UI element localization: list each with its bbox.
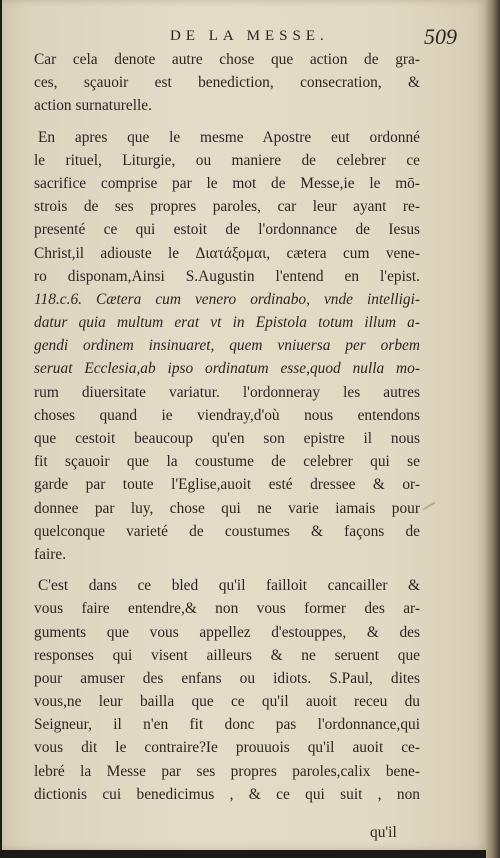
text-line: 118.c.6. Cætera cum venero ordinabo, vnde intelligi- — [34, 290, 420, 308]
text-line: Seigneur, il n'en fit donc pas l'ordonnance,qui — [34, 716, 420, 734]
text-line: datur quia multum erat vt in Epistola totum illum a- — [34, 314, 420, 332]
book-page — [2, 0, 486, 850]
running-head — [2, 4, 486, 49]
text-line: vous dit le contraire?Ie prouuois qu'il auoit ce- — [34, 739, 420, 757]
page-mark — [422, 502, 435, 511]
text-line: ces, sçauoir est benediction, consecration, & — [34, 74, 420, 92]
text-line: lebré la Messe par ses propres paroles,calix bene- — [34, 762, 420, 780]
page-number: 509 — [424, 24, 457, 49]
text-line: vous faire entendre,& non vous former des ar- — [34, 600, 420, 618]
text-line: ro disponam,Ainsi S.Augustin l'entend en l'epist. — [34, 267, 420, 285]
page-edge — [486, 0, 500, 858]
text-line: En apres que le mesme Apostre eut ordonné — [38, 128, 420, 146]
text-line: faire. — [34, 545, 67, 563]
text-line: presenté ce qui estoit de l'ordonnance de Iesus — [34, 221, 420, 239]
text-line: C'est dans ce bled qu'il failloit cancailler & — [38, 577, 420, 595]
text-line: gendi ordinem insinuaret, quem vniuersa per orbem — [34, 337, 420, 355]
text-line: garde par toute l'Eglise,auoit esté dressee & or- — [34, 476, 420, 494]
text-line: quelconque varieté de coustumes & façons de — [34, 522, 420, 540]
catchword: qu'il — [370, 824, 397, 841]
text-line: sacrifice comprise par le mot de Messe,ie le mō- — [34, 174, 420, 192]
text-line: que cestoit beaucoup qu'en son epistre il nous — [34, 430, 420, 447]
text-block — [34, 48, 420, 806]
text-line: rum diuersitate variatur. l'ordonneray les autres — [34, 383, 420, 401]
text-line: responses qui visent ailleurs & ne seruent que — [34, 646, 420, 664]
text-line: strois de ses propres paroles, car leur ayant re- — [34, 198, 420, 216]
text-line: Car cela denote autre chose que action de gra- — [34, 51, 420, 68]
text-line: action surnaturelle. — [34, 97, 152, 115]
paragraph-gap — [34, 118, 420, 126]
text-line: vous,ne leur bailla que ce qu'il auoit receu du — [34, 693, 420, 711]
paragraph-gap — [34, 566, 420, 574]
text-line: Christ,il adiouste le Διατάξομαι, cætera cum vene- — [34, 244, 420, 262]
text-line: donnee par luy, chose qui ne varie iamais pour — [34, 499, 420, 517]
text-line: pour amuser des enfans ou idiots. S.Paul, dites — [34, 669, 420, 687]
text-line: dictionis cui benedicimus , & ce qui suit , non — [34, 785, 420, 803]
text-line: guments que vous appellez d'estouppes, & des — [34, 623, 420, 641]
running-title: DE LA MESSE. — [170, 28, 329, 44]
text-line: le rituel, Liturgie, ou maniere de celebrer ce — [34, 151, 420, 169]
text-line: seruat Ecclesia,ab ipso ordinatum esse,quod nulla mo- — [34, 360, 420, 378]
text-line: fit sçauoir que la coustume de celebrer qui se — [34, 453, 420, 471]
text-line: choses quand ie viendray,d'où nous entendons — [34, 406, 420, 424]
